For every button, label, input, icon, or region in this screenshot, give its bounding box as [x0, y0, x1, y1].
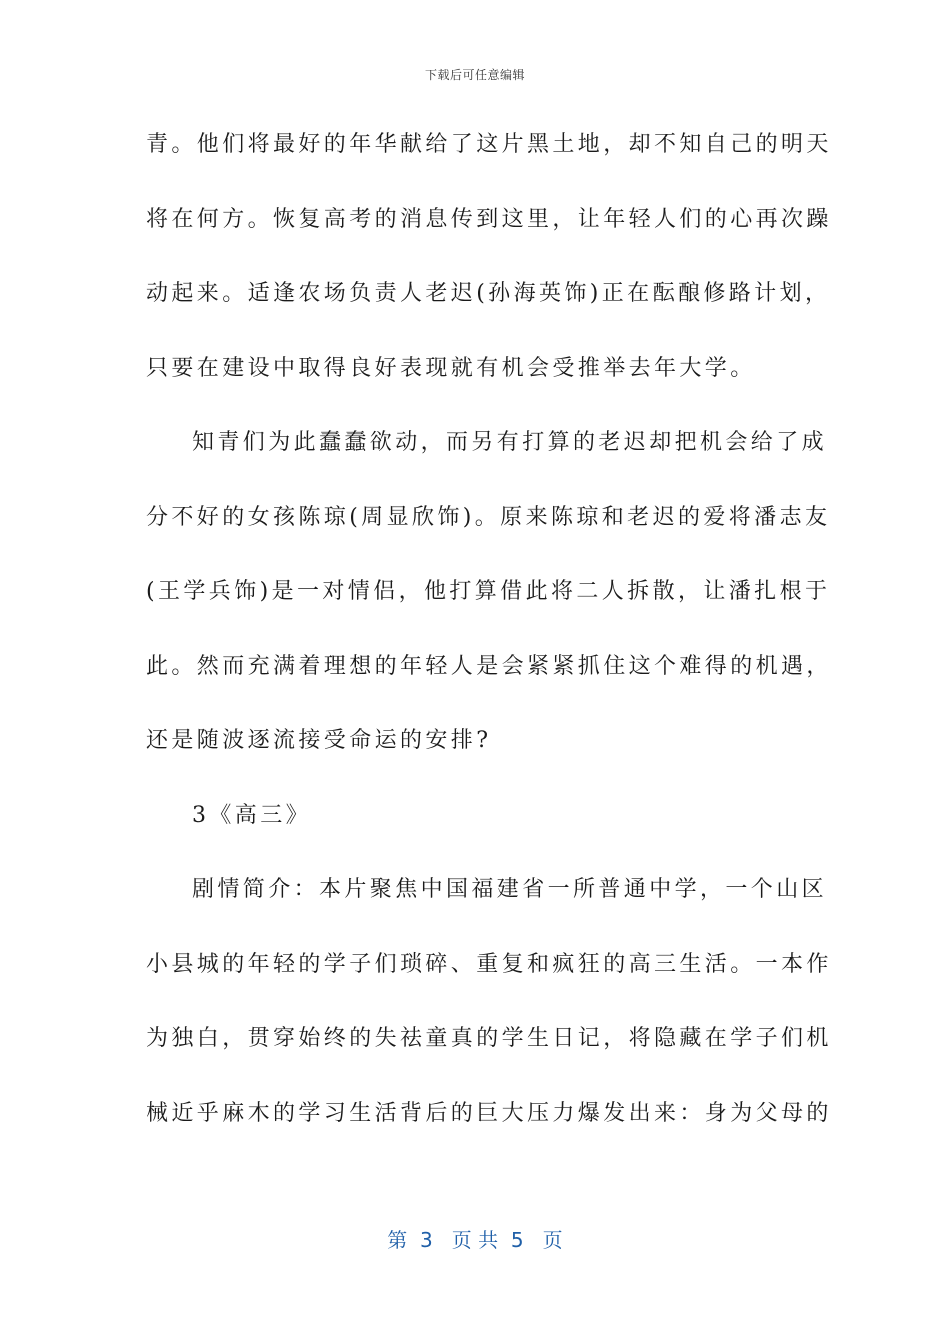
body-line: 将在何方。恢复高考的消息传到这里，让年轻人们的心再次躁 [146, 206, 832, 232]
body-line: 只要在建设中取得良好表现就有机会受推举去年大学。 [146, 355, 756, 381]
body-line: 分不好的女孩陈琼(周显欣饰)。原来陈琼和老迟的爱将潘志友 [146, 504, 831, 530]
section-heading: 3《高三》 [192, 802, 311, 828]
body-line: (王学兵饰)是一对情侣，他打算借此将二人拆散，让潘扎根于 [146, 579, 831, 604]
body-line: 剧情简介：本片聚焦中国福建省一所普通中学，一个山区 [192, 877, 828, 902]
page-number: 第 3 页 共 5 页 [387, 1228, 563, 1252]
body-line: 知青们为此蠢蠢欲动，而另有打算的老迟却把机会给了成 [192, 430, 828, 455]
body-line: 为独白，贯穿始终的失祛童真的学生日记，将隐藏在学子们机 [146, 1026, 832, 1051]
document-body [146, 120, 832, 1163]
body-line: 械近乎麻木的学习生活背后的巨大压力爆发出来：身为父母的 [146, 1100, 832, 1126]
body-line: 青。他们将最好的年华献给了这片黑土地，却不知自己的明天 [146, 132, 832, 157]
body-line: 此。然而充满着理想的年轻人是会紧紧抓住这个难得的机遇， [146, 653, 832, 679]
header-note: 下载后可任意编辑 [424, 68, 525, 82]
body-line: 动起来。适逢农场负责人老迟(孙海英饰)正在酝酿修路计划， [146, 281, 831, 306]
body-line: 还是随波逐流接受命运的安排? [146, 728, 492, 753]
body-line: 小县城的年轻的学子们琐碎、重复和疯狂的高三生活。一本作 [146, 951, 832, 977]
